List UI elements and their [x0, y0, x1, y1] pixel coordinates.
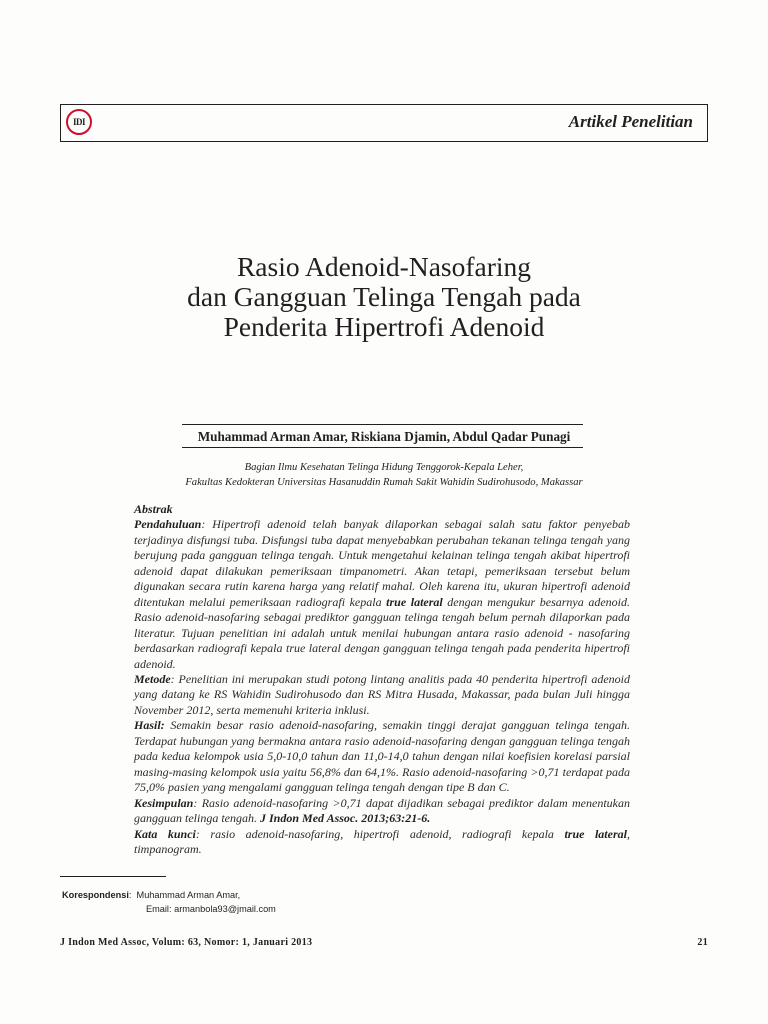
results-text: Semakin besar rasio adenoid-nasofaring, semakin tinggi derajat gangguan telinga tengah. Terdapat hubungan yang bermakna antara rasio adenoid-nasofaring dengan gangguan telinga tengah pada kedua kelompok usia 5,0-10,0 tahun dan 11,0-14,0 tahun dengan nilai koefisien korelasi parsial masing-masing kelompok usia yaitu 56,8% dan 64,1%. Rasio adenoid-nasofaring >0,71 terdapat pada 75,0% pasien yang mengalami gangguan telinga tengah dengan tipe B dan C. — [134, 718, 630, 795]
title-line: Penderita Hipertrofi Adenoid — [223, 311, 545, 342]
correspondence: Korespondensi: Muhammad Arman Amar, Email: armanbola93@jmail.com — [62, 890, 276, 914]
abstract-conclusion — [134, 796, 630, 827]
journal-citation: J Indon Med Assoc, Volum: 63, Nomor: 1, Januari 2013 — [60, 937, 313, 948]
author-list: Muhammad Arman Amar, Riskiana Djamin, Abdul Qadar Punagi — [197, 429, 571, 444]
correspondence-label: Korespondensi — [62, 890, 129, 900]
conclusion-text: : Rasio adenoid-nasofaring >0,71 dapat dijadikan sebagai prediktor dalam menentukan gangguan telinga tengah. — [134, 795, 630, 826]
section-label: Artikel Penelitian — [568, 112, 693, 131]
abstract-heading: Abstrak — [134, 502, 173, 516]
citation: J Indon Med Assoc. 2013;63:21-6. — [260, 811, 431, 826]
article-title — [0, 252, 768, 342]
abstract-methods — [134, 672, 630, 718]
intro-text-b: dengan mengukur besarnya adenoid. Rasio adenoid-nasofaring sebagai prediktor gangguan telinga tengah belum pernah dilaporkan pada literatur. Tujuan penelitian ini adalah untuk menilai hubungan antara rasio adenoid - nasofaring berdasarkan radiografi kepala true lateral dengan gangguan telinga tengah pada penderita hipertrofi adenoid. — [134, 594, 630, 671]
abstract — [134, 502, 630, 857]
keywords-emphasis: true lateral — [564, 826, 627, 841]
title-line: Rasio Adenoid-Nasofaring — [236, 251, 532, 282]
page-number: 21 — [697, 937, 708, 948]
methods-text: : Penelitian ini merupakan studi potong lintang analitis pada 40 penderita hipertrofi adenoid yang datang ke RS Wahidin Sudirohusodo dan RS Mitra Husada, Makassar, pada bulan Juli hingga November 2012, serta memenuhi kriteria inklusi. — [134, 671, 630, 717]
idi-logo-icon: IDI — [66, 109, 92, 135]
keywords-text-a: : rasio adenoid-nasofaring, hipertrofi adenoid, radiografi kepala — [195, 826, 565, 841]
correspondence-email: Email: armanbola93@jmail.com — [146, 904, 276, 914]
intro-label: Pendahuluan — [134, 517, 202, 532]
correspondence-name: Muhammad Arman Amar, — [136, 890, 241, 900]
affiliation — [100, 460, 668, 490]
author-rule-top — [182, 424, 583, 425]
abstract-keywords — [134, 827, 630, 858]
intro-emphasis: true lateral — [386, 594, 443, 609]
keywords-text-b: , timpanogram. — [134, 826, 630, 856]
methods-label: Metode — [134, 671, 171, 686]
page-footer — [60, 937, 708, 948]
conclusion-label: Kesimpulan — [134, 795, 194, 810]
intro-text-a: : Hipertrofi adenoid telah banyak dilaporkan sebagai salah satu faktor penyebab terjadinya disfungsi tuba. Disfungsi tuba dapat menyebabkan perubahan tekanan telinga tengah yang berujung pada gangguan telinga tengah. Untuk mengetahui kelainan telinga tengah akibat hipertrofi adenoid dapat dilakukan pemeriksaan timpanometri. Akan tetapi, pemeriksaan tersebut belum digunakan secara rutin karena harga yang relatif mahal. Oleh karena itu, ukuran hipertrofi adenoid ditentukan melalui pemeriksaan radiografi kepala — [134, 517, 630, 609]
affiliation-line: Fakultas Kedokteran Universitas Hasanuddin Rumah Sakit Wahidin Sudirohusodo, Makassar — [185, 477, 583, 488]
abstract-results — [134, 718, 630, 795]
results-label: Hasil: — [134, 718, 165, 733]
article-type-header — [60, 104, 708, 142]
author-rule-bottom — [182, 447, 583, 448]
abstract-introduction — [134, 517, 630, 672]
affiliation-line: Bagian Ilmu Kesehatan Telinga Hidung Tenggorok-Kepala Leher, — [244, 462, 524, 473]
footnote-rule — [60, 876, 166, 877]
title-line: dan Gangguan Telinga Tengah pada — [187, 281, 581, 312]
keywords-label: Kata kunci — [134, 826, 196, 841]
